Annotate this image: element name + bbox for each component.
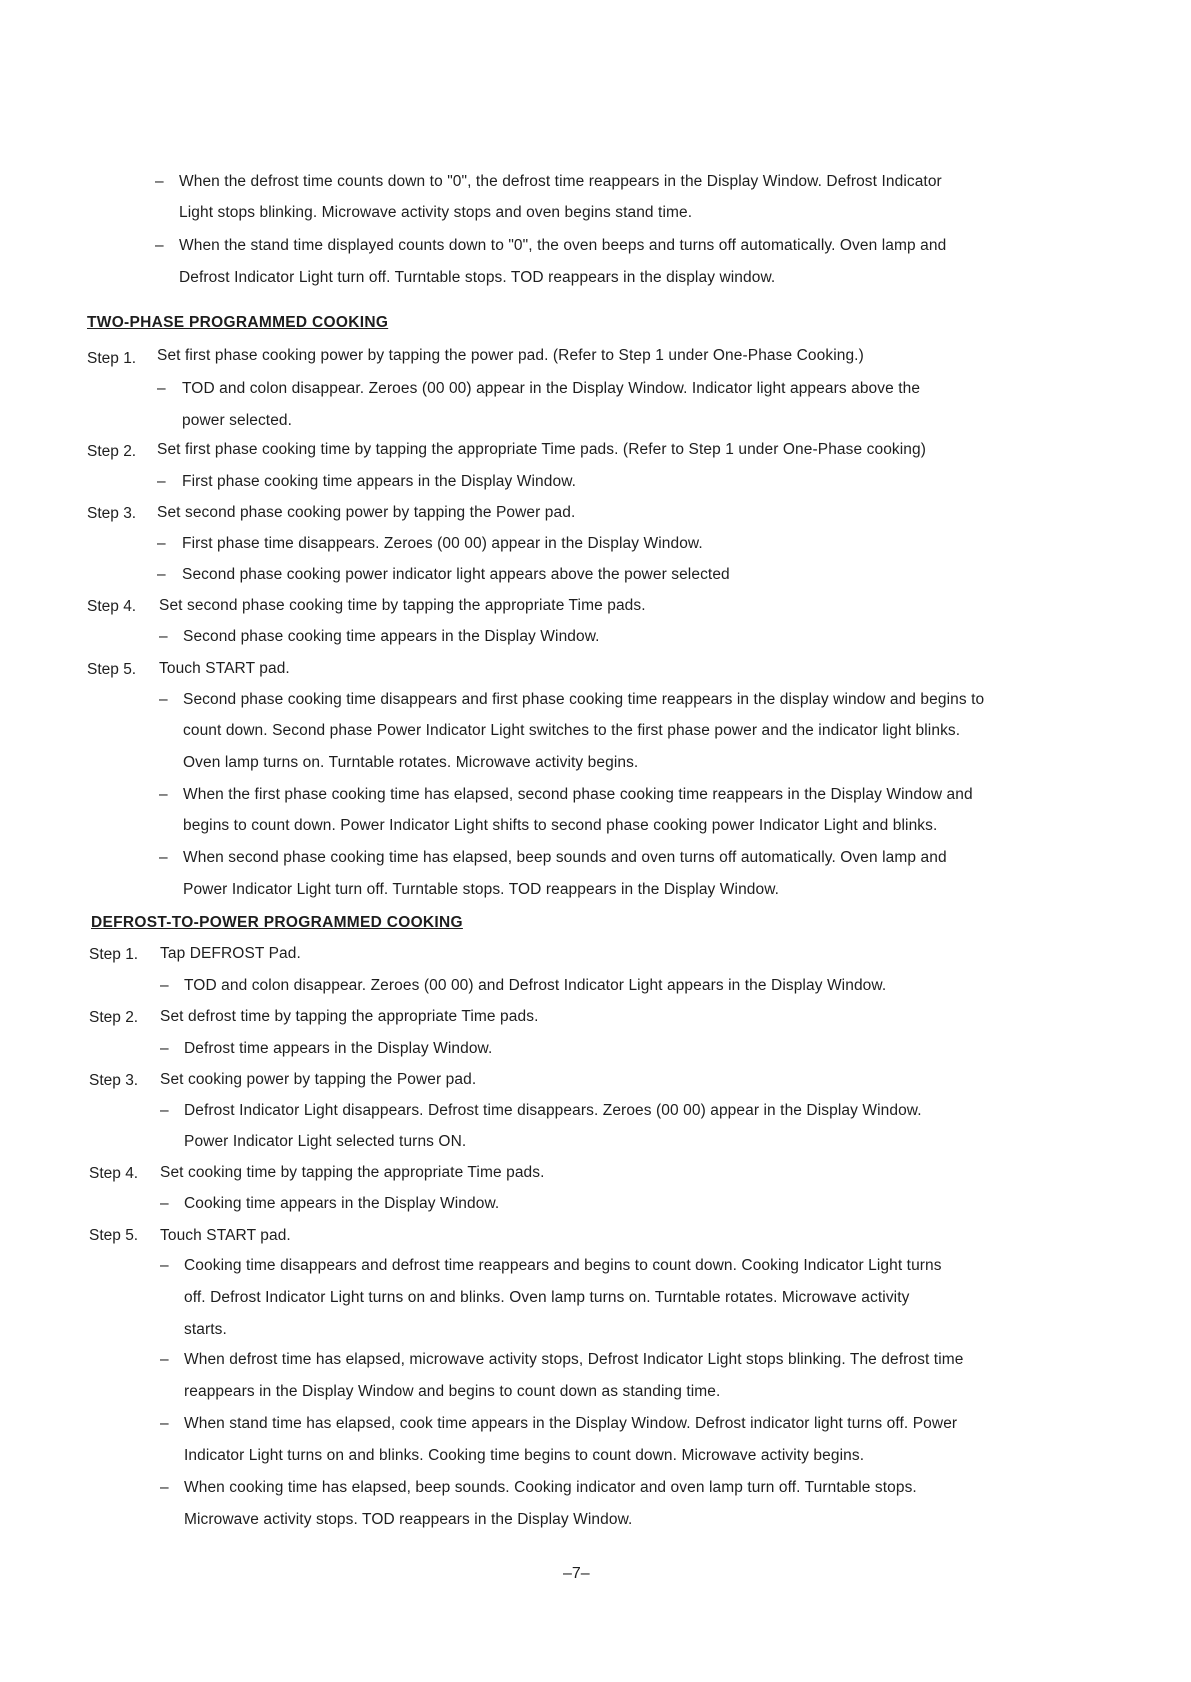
section-heading-defrost-to-power: DEFROST-TO-POWER PROGRAMMED COOKING (91, 914, 463, 931)
bullet-dash: – (159, 628, 168, 645)
bullet-line: Indicator Light turns on and blinks. Cooking time begins to count down. Microwave activity begins. (184, 1447, 865, 1464)
bullet-line: off. Defrost Indicator Light turns on and blinks. Oven lamp turns on. Turntable rotates. Microwave activity (184, 1289, 910, 1306)
intro-bullet-1-line-2: Light stops blinking. Microwave activity stops and oven begins stand time. (179, 204, 693, 221)
step-label: Step 1. (89, 946, 139, 963)
step-text: Set second phase cooking time by tapping the appropriate Time pads. (159, 597, 646, 614)
bullet-line: reappears in the Display Window and begins to count down as standing time. (184, 1383, 721, 1400)
bullet-dash: – (159, 691, 168, 708)
bullet-dash: – (157, 535, 166, 552)
bullet-dash: – (157, 473, 166, 490)
bullet-line: power selected. (182, 412, 293, 429)
bullet-line: begins to count down. Power Indicator Light shifts to second phase cooking power Indicator Light and blinks. (183, 817, 938, 834)
bullet-line: Defrost time appears in the Display Window. (184, 1040, 493, 1057)
bullet-line: When second phase cooking time has elapsed, beep sounds and oven turns off automatically. Oven lamp and (183, 849, 947, 866)
bullet-line: When stand time has elapsed, cook time appears in the Display Window. Defrost indicator light turns off. Power (184, 1415, 958, 1432)
step-label: Step 2. (87, 443, 137, 460)
step-text: Touch START pad. (159, 660, 290, 677)
step-label: Step 4. (89, 1165, 139, 1182)
bullet-line: Second phase cooking power indicator light appears above the power selected (182, 566, 730, 583)
step-label: Step 5. (87, 661, 137, 678)
section-heading-two-phase: TWO-PHASE PROGRAMMED COOKING (87, 314, 389, 331)
step-text: Set defrost time by tapping the appropriate Time pads. (160, 1008, 539, 1025)
step-label: Step 1. (87, 350, 137, 367)
bullet-line: Second phase cooking time disappears and first phase cooking time reappears in the display window and begins to (183, 691, 985, 708)
step-label: Step 3. (89, 1072, 139, 1089)
bullet-line: First phase cooking time appears in the Display Window. (182, 473, 577, 490)
bullet-dash: – (159, 786, 168, 803)
bullet-line: When cooking time has elapsed, beep sounds. Cooking indicator and oven lamp turn off. Turntable stops. (184, 1479, 917, 1496)
bullet-line: TOD and colon disappear. Zeroes (00 00) and Defrost Indicator Light appears in the Display Window. (184, 977, 887, 994)
bullet-line: When defrost time has elapsed, microwave activity stops, Defrost Indicator Light stops blinking. The defrost time (184, 1351, 964, 1368)
bullet-dash: – (157, 380, 166, 397)
bullet-dash: – (160, 1102, 169, 1119)
step-text: Set cooking time by tapping the appropriate Time pads. (160, 1164, 545, 1181)
bullet-dash: – (160, 1195, 169, 1212)
bullet-line: starts. (184, 1321, 227, 1338)
intro-bullet-1-line-1: When the defrost time counts down to "0", the defrost time reappears in the Display Window. Defrost Indicator (179, 173, 942, 190)
bullet-line: First phase time disappears. Zeroes (00 00) appear in the Display Window. (182, 535, 703, 552)
bullet-line: count down. Second phase Power Indicator Light switches to the first phase power and the indicator light blinks. (183, 722, 961, 739)
page-number: –7– (563, 1565, 590, 1582)
bullet-line: When the first phase cooking time has elapsed, second phase cooking time reappears in the Display Window and (183, 786, 973, 803)
intro-bullet-2-line-2: Defrost Indicator Light turn off. Turntable stops. TOD reappears in the display window. (179, 269, 776, 286)
step-text: Touch START pad. (160, 1227, 291, 1244)
bullet-line: Cooking time appears in the Display Window. (184, 1195, 500, 1212)
bullet-line: Power Indicator Light selected turns ON. (184, 1133, 467, 1150)
step-label: Step 5. (89, 1227, 139, 1244)
step-text: Set first phase cooking time by tapping the appropriate Time pads. (Refer to Step 1 under One-Phase cooking) (157, 441, 927, 458)
step-text: Set cooking power by tapping the Power pad. (160, 1071, 477, 1088)
step-label: Step 2. (89, 1009, 139, 1026)
bullet-dash: – (160, 1479, 169, 1496)
step-text: Tap DEFROST Pad. (160, 945, 301, 962)
bullet-line: Oven lamp turns on. Turntable rotates. Microwave activity begins. (183, 754, 639, 771)
bullet-line: Cooking time disappears and defrost time reappears and begins to count down. Cooking Indicator Light turns (184, 1257, 942, 1274)
bullet-dash: – (160, 977, 169, 994)
bullet-dash: – (160, 1257, 169, 1274)
bullet-line: Microwave activity stops. TOD reappears in the Display Window. (184, 1511, 633, 1528)
step-text: Set first phase cooking power by tapping the power pad. (Refer to Step 1 under One-Phase Cooking.) (157, 347, 864, 364)
bullet-dash: – (159, 849, 168, 866)
bullet-line: TOD and colon disappear. Zeroes (00 00) appear in the Display Window. Indicator light appears above the (182, 380, 921, 397)
step-label: Step 3. (87, 505, 137, 522)
bullet-line: Second phase cooking time appears in the Display Window. (183, 628, 600, 645)
step-label: Step 4. (87, 598, 137, 615)
bullet-dash: – (155, 237, 164, 254)
bullet-dash: – (160, 1040, 169, 1057)
bullet-line: Power Indicator Light turn off. Turntable stops. TOD reappears in the Display Window. (183, 881, 780, 898)
bullet-dash: – (157, 566, 166, 583)
step-text: Set second phase cooking power by tapping the Power pad. (157, 504, 576, 521)
bullet-dash: – (160, 1415, 169, 1432)
bullet-dash: – (155, 173, 164, 190)
bullet-line: Defrost Indicator Light disappears. Defrost time disappears. Zeroes (00 00) appear in the Display Window. (184, 1102, 922, 1119)
bullet-dash: – (160, 1351, 169, 1368)
intro-bullet-2-line-1: When the stand time displayed counts down to "0", the oven beeps and turns off automatically. Oven lamp and (179, 237, 947, 254)
